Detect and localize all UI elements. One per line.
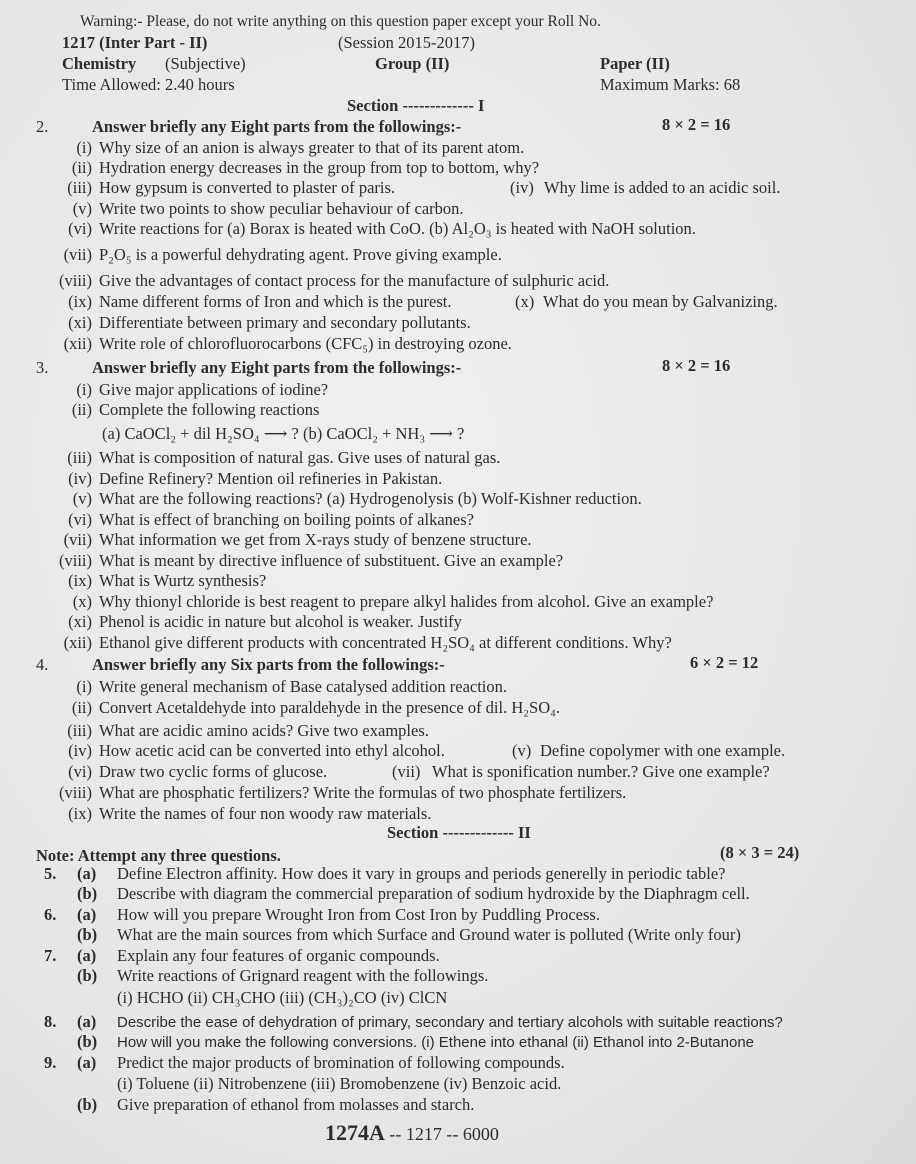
- question-text: Describe the ease of dehydration of primary, secondary and tertiary alcohols with suitable reactions?: [117, 1014, 783, 1031]
- question-marks: 6 × 2 = 12: [690, 653, 759, 672]
- part-label: (iv): [68, 741, 92, 760]
- part-text: How gypsum is converted to plaster of paris.: [99, 178, 396, 197]
- part-label: (a): [77, 864, 97, 883]
- part-label: (b): [77, 925, 98, 944]
- paper-code: 1217 (Inter Part - II): [62, 33, 208, 52]
- part-text: Hydration energy decreases in the group from top to bottom, why?: [99, 158, 540, 177]
- subject: Chemistry: [62, 54, 137, 73]
- part-text: Convert Acetaldehyde into paraldehyde in the presence of dil. H₂SO₄.: [99, 698, 560, 717]
- part-label: (v): [512, 741, 532, 760]
- footer-code: [325, 1120, 499, 1145]
- question-number: 2.: [36, 117, 49, 136]
- part-text: What do you mean by Galvanizing.: [543, 292, 778, 311]
- part-text: Write general mechanism of Base catalysed addition reaction.: [99, 677, 508, 696]
- part-label: (ix): [68, 571, 92, 590]
- part-label: (xi): [68, 612, 92, 631]
- question-text: How will you prepare Wrought Iron from Cost Iron by Puddling Process.: [117, 905, 600, 924]
- part-text: Name different forms of Iron and which is the purest.: [99, 292, 452, 311]
- part-label: (vi): [68, 510, 92, 529]
- part-text: Give major applications of iodine?: [99, 380, 329, 399]
- part-label: (iii): [67, 448, 92, 467]
- warning-text: Warning:- Please, do not write anything on this question paper except your Roll No.: [80, 13, 601, 30]
- part-text: Write two points to show peculiar behaviour of carbon.: [99, 199, 464, 218]
- part-label: (x): [515, 292, 535, 311]
- part-text: What are the following reactions? (a) Hydrogenolysis (b) Wolf-Kishner reduction.: [99, 489, 642, 508]
- part-label: (xii): [63, 633, 92, 652]
- question-number: 5.: [44, 864, 57, 883]
- part-label: (v): [72, 489, 92, 508]
- part-text: What is meant by directive influence of substituent. Give an example?: [99, 551, 564, 570]
- part-label: (ix): [68, 292, 92, 311]
- part-label: (vi): [68, 762, 92, 781]
- part-label: (vii): [392, 762, 421, 781]
- part-text: Give the advantages of contact process for the manufacture of sulphuric acid.: [99, 271, 610, 290]
- part-label: (ix): [68, 804, 92, 823]
- question-text: Describe with diagram the commercial preparation of sodium hydroxide by the Diaphragm cell.: [117, 884, 750, 903]
- part-text: Write the names of four non woody raw materials.: [99, 804, 432, 823]
- part-label: (vi): [68, 219, 92, 238]
- question-text: Explain any four features of organic compounds.: [117, 946, 440, 965]
- question-text: What are the main sources from which Surface and Ground water is polluted (Write only four): [117, 925, 741, 944]
- paper-type: (Subjective): [165, 54, 246, 73]
- part-label: (viii): [59, 551, 92, 570]
- part-label: (ii): [71, 698, 92, 717]
- part-text: Ethanol give different products with concentrated H₂SO₄ at different conditions. Why?: [99, 633, 672, 652]
- question-number: 7.: [44, 946, 57, 965]
- question-text: Give preparation of ethanol from molasses and starch.: [117, 1095, 475, 1114]
- question-number: 4.: [36, 655, 49, 674]
- part-label: (a): [77, 1053, 97, 1072]
- part-label: (xi): [68, 313, 92, 332]
- part-text: Why thionyl chloride is best reagent to prepare alkyl halides from alcohol. Give an example?: [99, 592, 714, 611]
- part-label: (vii): [63, 530, 92, 549]
- question-text: (i) Toluene (ii) Nitrobenzene (iii) Bromobenzene (iv) Benzoic acid.: [117, 1074, 562, 1093]
- part-label: (iv): [510, 178, 534, 197]
- part-text: Define copolymer with one example.: [540, 741, 786, 760]
- note: Note: Attempt any three questions.: [36, 846, 281, 865]
- part-text: (a) CaOCl₂ + dil H₂SO₄ ⟶ ? (b) CaOCl₂ + NH₃ ⟶ ?: [102, 424, 465, 443]
- part-label: (a): [77, 946, 97, 965]
- part-text: What is sponification number.? Give one example?: [432, 762, 770, 781]
- part-label: (b): [77, 1095, 98, 1114]
- part-label: (i): [76, 677, 92, 696]
- question-instruction: Answer briefly any Six parts from the followings:-: [92, 655, 445, 674]
- part-label: (iii): [67, 178, 92, 197]
- question-text: Write reactions of Grignard reagent with the followings.: [117, 966, 489, 985]
- note-marks: (8 × 3 = 24): [720, 843, 800, 862]
- question-number: 9.: [44, 1053, 57, 1072]
- part-label: (v): [72, 199, 92, 218]
- part-label: (iv): [68, 469, 92, 488]
- part-label: (b): [77, 1032, 98, 1051]
- part-text: What information we get from X-rays study of benzene structure.: [99, 530, 532, 549]
- part-label: (b): [77, 884, 98, 903]
- part-text: Differentiate between primary and secondary pollutants.: [99, 313, 471, 332]
- question-number: 6.: [44, 905, 57, 924]
- question-instruction: Answer briefly any Eight parts from the followings:-: [92, 358, 462, 377]
- part-text: Why lime is added to an acidic soil.: [544, 178, 781, 197]
- maximum-marks: Maximum Marks: 68: [600, 75, 741, 94]
- time-allowed: Time Allowed: 2.40 hours: [62, 75, 235, 94]
- part-label: (ii): [71, 158, 92, 177]
- part-label: (vii): [63, 245, 92, 264]
- question-text: How will you make the following conversions. (i) Ethene into ethanal (ii) Ethanol into 2-Butanone: [117, 1034, 755, 1051]
- question-text: Define Electron affinity. How does it vary in groups and periods generelly in periodic table?: [117, 864, 726, 883]
- part-text: Why size of an anion is always greater to that of its parent atom.: [99, 138, 525, 157]
- part-label: (a): [77, 1012, 97, 1031]
- session: (Session 2015-2017): [338, 33, 476, 52]
- question-instruction: Answer briefly any Eight parts from the followings:-: [92, 117, 462, 136]
- question-marks: 8 × 2 = 16: [662, 356, 731, 375]
- question-marks: 8 × 2 = 16: [662, 115, 731, 134]
- part-text: P₂O₅ is a powerful dehydrating agent. Prove giving example.: [99, 245, 502, 264]
- part-label: (a): [77, 905, 97, 924]
- part-text: Complete the following reactions: [99, 400, 320, 419]
- part-label: (x): [72, 592, 92, 611]
- question-number: 3.: [36, 358, 49, 377]
- question-number: 8.: [44, 1012, 57, 1031]
- section-2-title: Section ------------- II: [387, 823, 531, 842]
- part-text: Phenol is acidic in nature but alcohol is weaker. Justify: [99, 612, 462, 631]
- part-text: What are acidic amino acids? Give two examples.: [99, 721, 429, 740]
- paper-number: Paper (II): [600, 54, 670, 73]
- part-label: (ii): [71, 400, 92, 419]
- part-label: (i): [76, 138, 92, 157]
- part-label: (b): [77, 966, 98, 985]
- part-label: (iii): [67, 721, 92, 740]
- part-label: (xii): [63, 334, 92, 353]
- part-label: (viii): [59, 271, 92, 290]
- part-text: What is Wurtz synthesis?: [99, 571, 267, 590]
- part-text: Write role of chlorofluorocarbons (CFC₅) in destroying ozone.: [99, 334, 512, 353]
- question-text: Predict the major products of bromination of following compounds.: [117, 1053, 565, 1072]
- footer-rest: -- 1217 -- 6000: [389, 1124, 499, 1144]
- part-text: What are phosphatic fertilizers? Write the formulas of two phosphate fertilizers.: [99, 783, 627, 802]
- part-text: What is effect of branching on boiling points of alkanes?: [99, 510, 474, 529]
- section-1-title: Section ------------- I: [347, 96, 485, 115]
- part-label: (i): [76, 380, 92, 399]
- part-text: Define Refinery? Mention oil refineries in Pakistan.: [99, 469, 443, 488]
- question-text: (i) HCHO (ii) CH₃CHO (iii) (CH₃)₂CO (iv) ClCN: [117, 988, 448, 1007]
- group: Group (II): [375, 54, 450, 73]
- footer-main-code: 1274A: [325, 1120, 385, 1145]
- part-text: What is composition of natural gas. Give uses of natural gas.: [99, 448, 501, 467]
- part-text: How acetic acid can be converted into ethyl alcohol.: [99, 741, 445, 760]
- part-label: (viii): [59, 783, 92, 802]
- part-text: Draw two cyclic forms of glucose.: [99, 762, 328, 781]
- part-text: Write reactions for (a) Borax is heated with CoO. (b) Al₂O₃ is heated with NaOH solution.: [99, 219, 696, 238]
